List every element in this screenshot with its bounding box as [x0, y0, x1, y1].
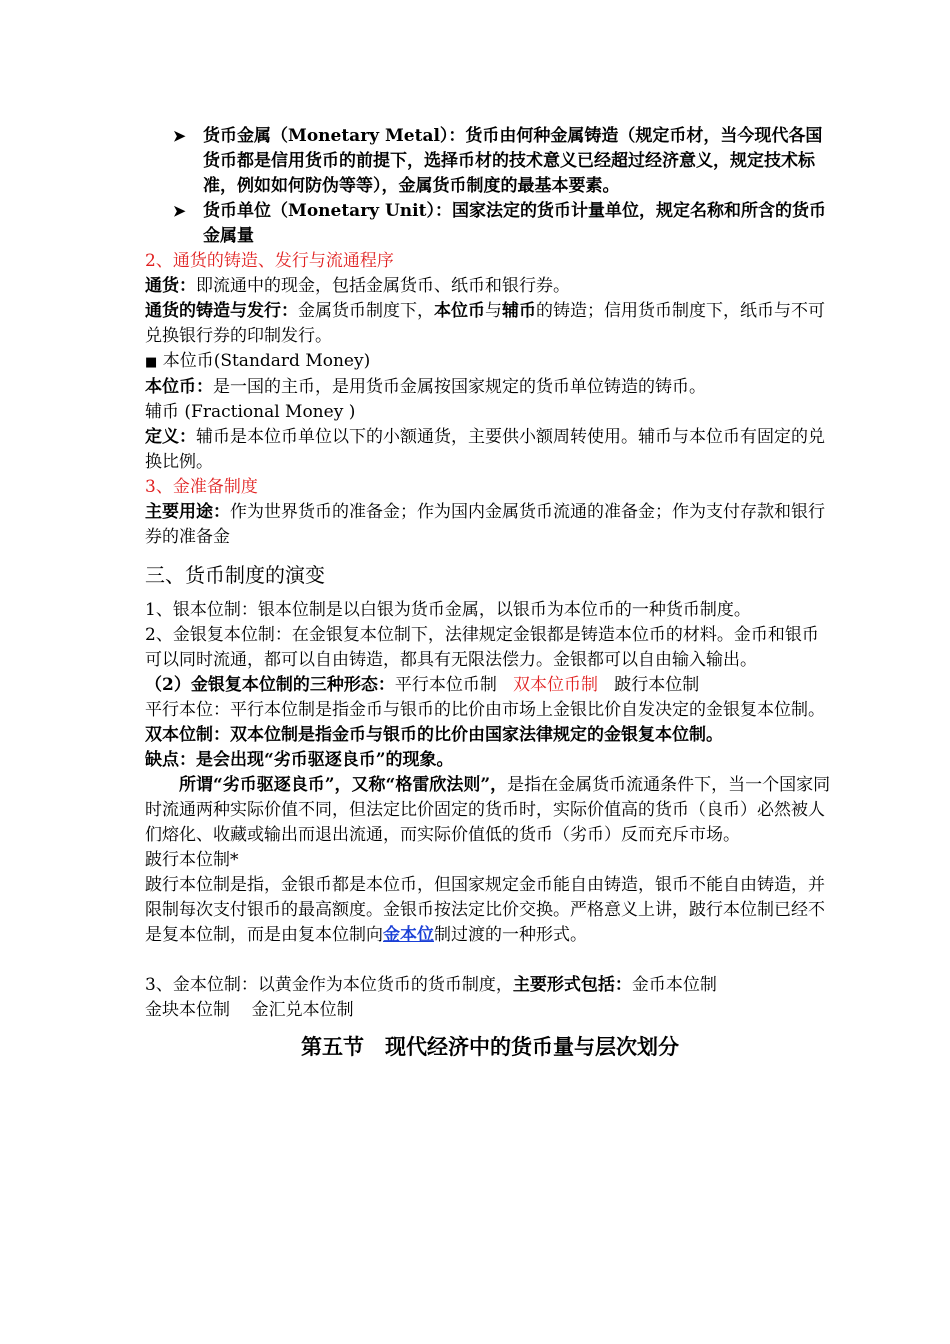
- chapter-title: 第五节 现代经济中的货币量与层次划分: [301, 1034, 679, 1059]
- paragraph-greshams-law: [145, 773, 835, 848]
- forms-label: （2）金银复本位制的三种形态：: [145, 675, 395, 695]
- text-span: 与: [485, 301, 502, 321]
- square-bullet-icon: ■: [145, 355, 158, 370]
- bold-term: 辅币: [502, 301, 536, 321]
- paragraph-currency-definition: [145, 274, 835, 299]
- heading-currency-minting: 2、通货的铸造、发行与流通程序: [145, 251, 394, 271]
- bold-term: 本位币: [434, 301, 485, 321]
- paragraph-gold-reserve-uses: [145, 500, 835, 550]
- bullet-text: 货币金属（Monetary Metal）：货币由何种金属铸造（规定币材，当今现代各国货币都是信用货币的前提下，选择币材的技术意义已经超过经济意义，规定技术标准，例如如何防伪等等），金属货币制度的最基本要素。: [203, 126, 823, 196]
- term-label: 本位币：: [145, 377, 213, 397]
- paragraph-drawback: 缺点：是会出现“劣币驱逐良币”的现象。: [145, 750, 454, 770]
- text-span: 的铸造；信用货币制度下，纸币与不可兑换银行券的印制发行。: [145, 301, 825, 346]
- form-limping: 跛行本位制: [614, 675, 700, 695]
- gold-coin-standard: 金币本位制: [631, 975, 717, 995]
- document-body: [145, 124, 835, 1063]
- text-span: 跛行本位制是指，金银币都是本位币，但国家规定金币能自由铸造，银币不能自由铸造，并限制每次支付银币的最高额度。金银币按法定比价交换。严格意义上讲，跛行本位制已经不是复本位制，而是由复本位制向: [145, 875, 825, 945]
- text-span: 金属货币制度下，: [298, 301, 434, 321]
- term-text: 辅币是本位币单位以下的小额通货，主要供小额周转使用。辅币与本位币有固定的兑换比例。: [145, 427, 825, 472]
- standard-money-line: [145, 349, 835, 375]
- limping-standard-title: 跛行本位制*: [145, 850, 239, 870]
- term-text: 是一国的主币，是用货币金属按国家规定的货币单位铸造的铸币。: [213, 377, 706, 397]
- paragraph-bimetallic: 2、金银复本位制：在金银复本位制下，法律规定金银都是铸造本位币的材料。金币和银币可以同时流通，都可以自由铸造，都具有无限法偿力。金银都可以自由输入输出。: [145, 625, 819, 670]
- section-heading-evolution: 三、货币制度的演变: [145, 563, 325, 587]
- paragraph-gold-standard: [145, 973, 835, 1023]
- bullet-monetary-unit: [145, 199, 835, 249]
- text-span: 3、金本位制：以黄金作为本位货币的货币制度，: [145, 975, 513, 995]
- form-double: 双本位币制: [513, 675, 599, 695]
- greshams-law-bold: 所谓“劣币驱逐良币”，又称“格雷欣法则”，: [179, 775, 508, 795]
- paragraph-bimetallic-forms: [145, 673, 835, 698]
- term-label: 主要用途：: [145, 502, 230, 522]
- paragraph-standard-money: [145, 375, 835, 400]
- greshams-law-text: 是指在金属货币流通条件下，当一个国家同时流通两种实际价值不同，但法定比价固定的货币时，实际价值高的货币（良币）必然被人们熔化、收藏或输出而退出流通，而实际价值低的货币（劣币）反而充斥市场。: [145, 775, 831, 845]
- spacer: [145, 948, 835, 973]
- gold-exchange-standard: 金汇兑本位制: [251, 1000, 354, 1020]
- term-label: 通货的铸造与发行：: [145, 301, 298, 321]
- bullet-text: 货币单位（Monetary Unit）：国家法定的货币计量单位，规定名称和所含的货币金属量: [203, 201, 826, 246]
- term-text: 即流通中的现金，包括金属货币、纸币和银行券。: [196, 276, 570, 296]
- text-span: 制过渡的一种形式。: [434, 925, 587, 945]
- gold-bullion-standard: 金块本位制: [145, 1000, 230, 1020]
- heading-gold-reserve: 3、金准备制度: [145, 477, 258, 497]
- arrow-bullet-icon: ➤: [173, 127, 186, 145]
- paragraph-limping-standard: [145, 873, 835, 948]
- standard-money-text: 本位币(Standard Money): [157, 351, 371, 371]
- fractional-money-line: 辅币 (Fractional Money ): [145, 402, 356, 422]
- gold-standard-link[interactable]: 金本位: [383, 925, 434, 945]
- paragraph-fractional-definition: [145, 425, 835, 475]
- paragraph-minting-issuing: [145, 299, 835, 349]
- form-parallel: 平行本位币制: [394, 675, 497, 695]
- term-label: 通货：: [145, 276, 196, 296]
- paragraph-silver-standard: 1、银本位制：银本位制是以白银为货币金属，以银币为本位币的一种货币制度。: [145, 600, 751, 620]
- paragraph-parallel-standard: 平行本位：平行本位制是指金币与银币的比价由市场上金银比价自发决定的金银复本位制。: [145, 700, 825, 720]
- bullet-monetary-metal: [145, 124, 835, 199]
- arrow-bullet-icon: ➤: [173, 202, 186, 220]
- term-text: 作为世界货币的准备金；作为国内金属货币流通的准备金；作为支付存款和银行券的准备金: [145, 502, 825, 547]
- bold-term: 主要形式包括：: [512, 975, 632, 995]
- term-label: 定义：: [145, 427, 196, 447]
- paragraph-double-standard: 双本位制：双本位制是指金币与银币的比价由国家法律规定的金银复本位制。: [145, 725, 723, 745]
